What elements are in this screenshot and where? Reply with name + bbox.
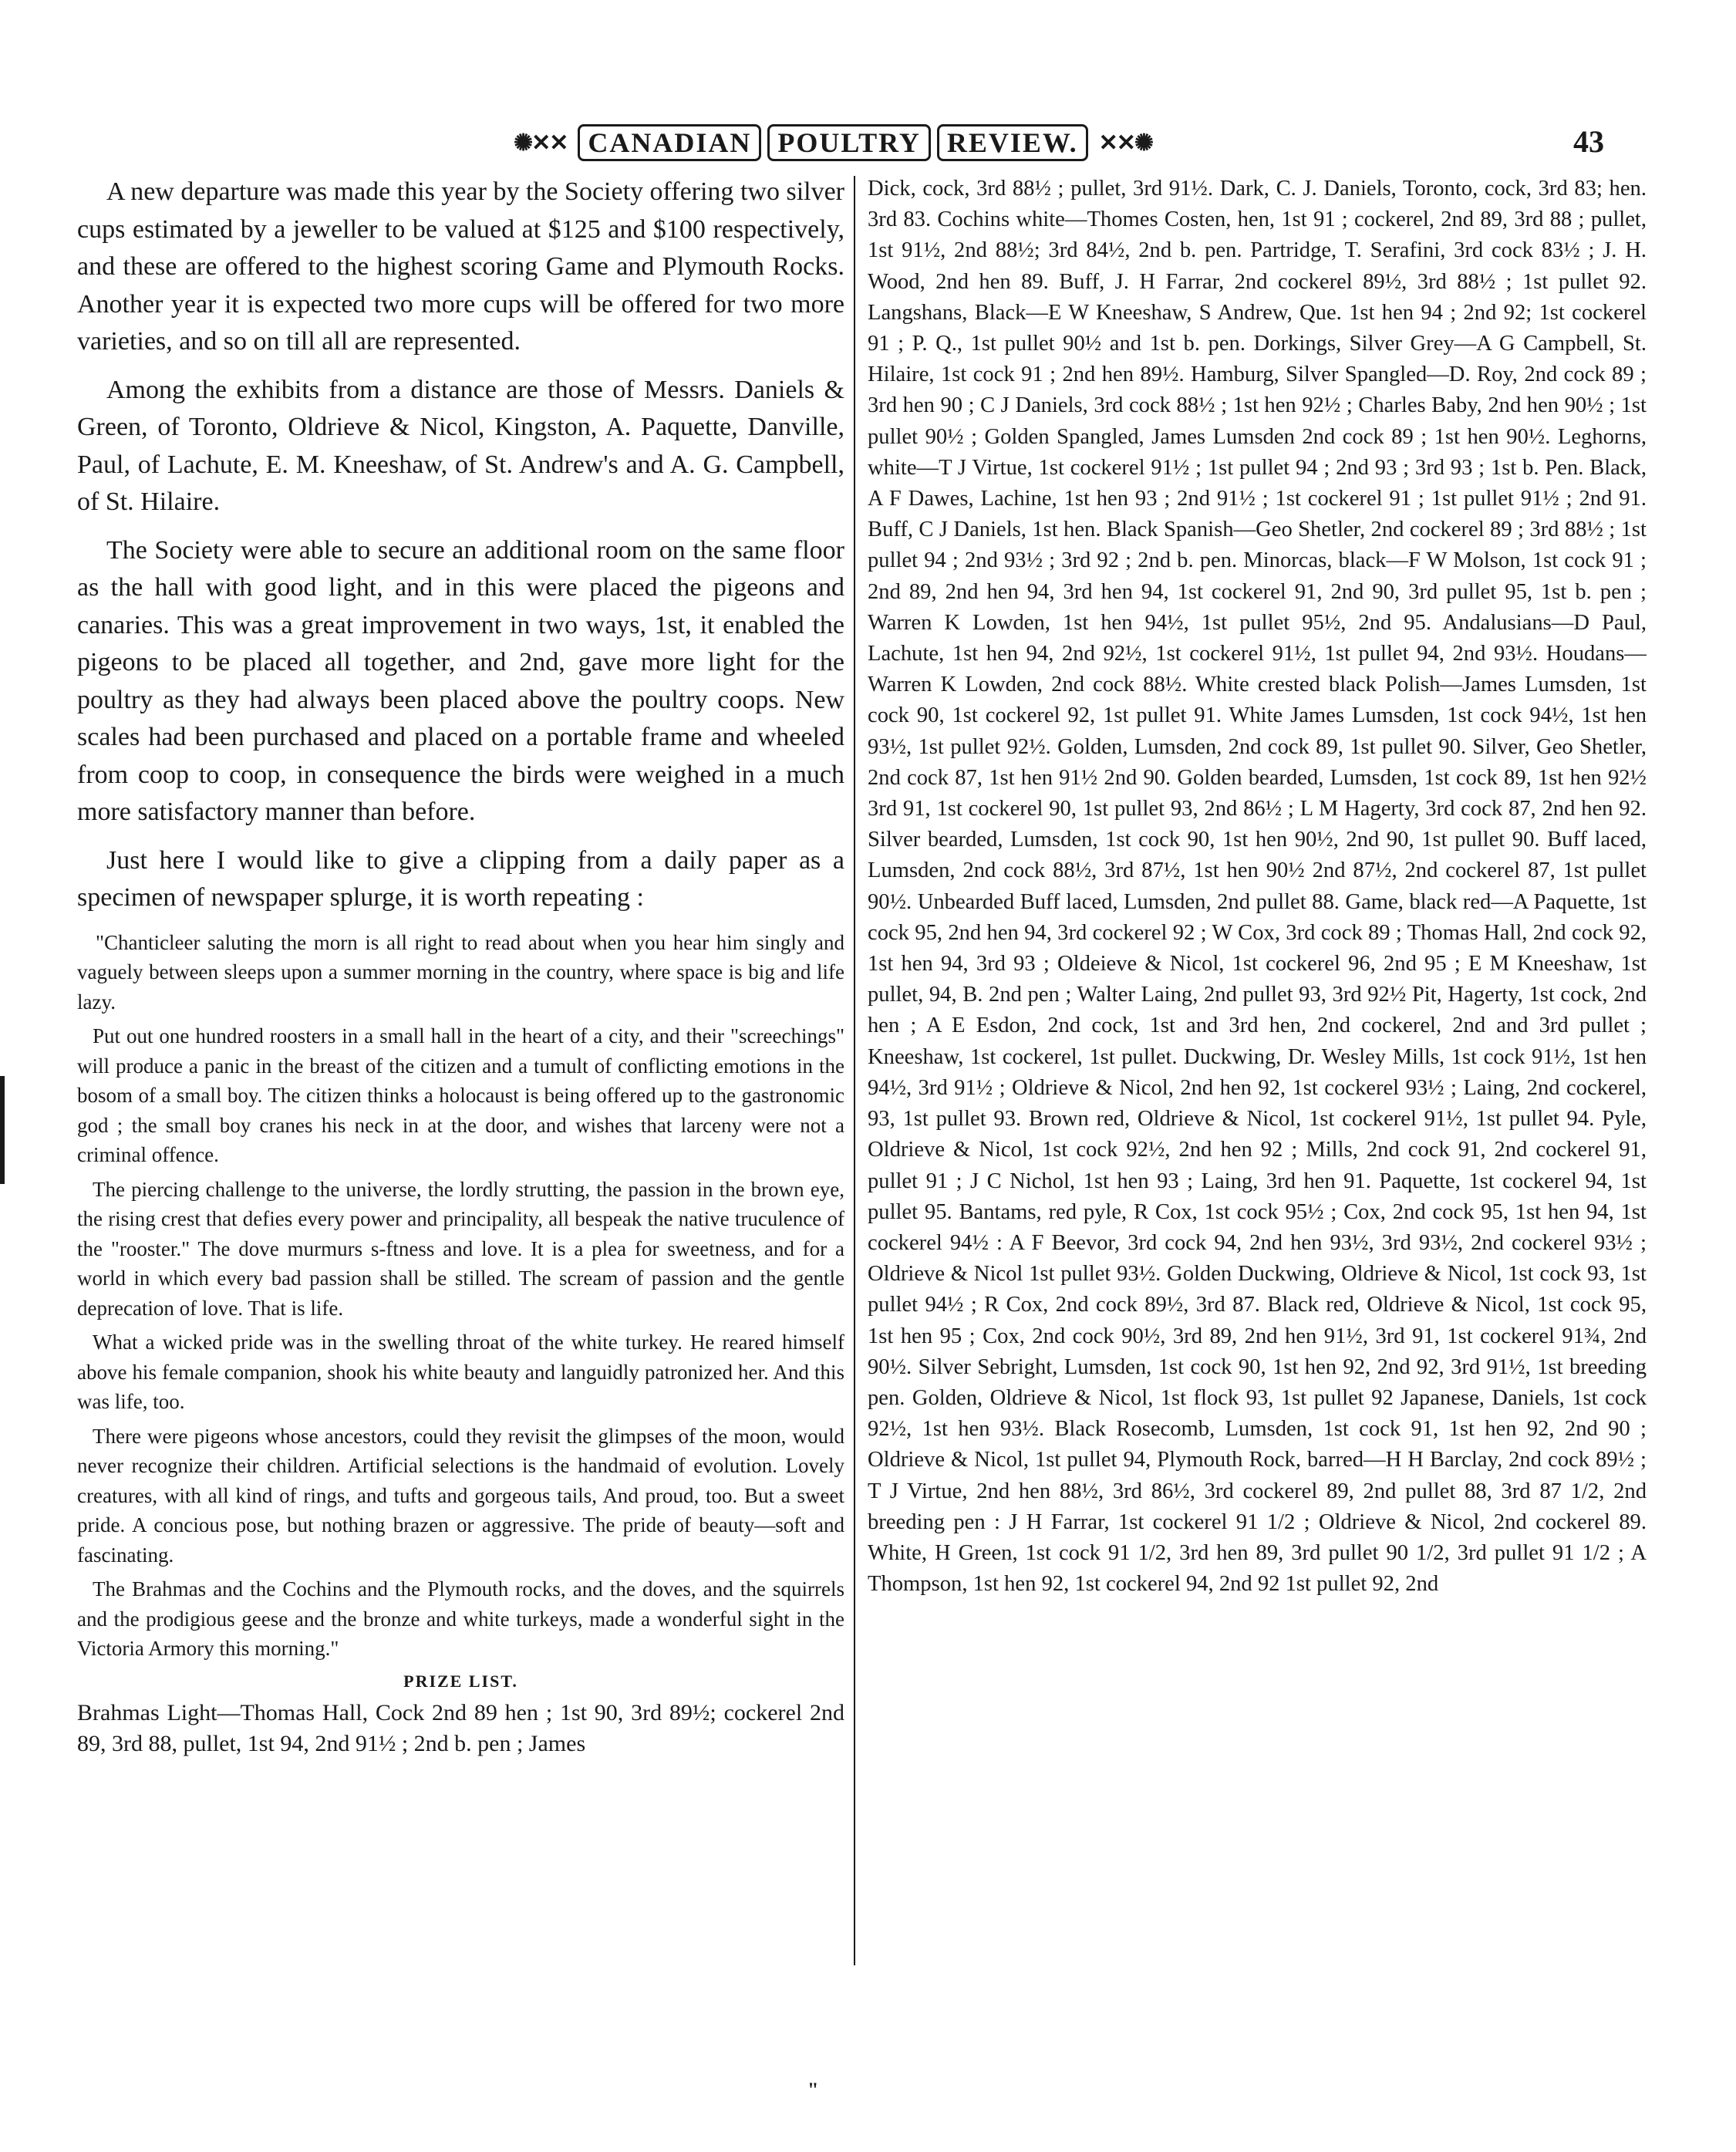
page-header: [0, 116, 1736, 170]
quote-paragraph-brahmas: The Brahmas and the Cochins and the Plymouth rocks, and the doves, and the squirrels and the prodigious geese and the bronze and white turkeys, made a wonderful sight in the Victoria Armory this morning.": [77, 1577, 844, 1660]
quote-paragraph-pigeons: There were pigeons whose ancestors, could they revisit the glimpses of the moon, would never recognize their children. Artificial selections is the handmaid of evolution. Lovely creatures, with all kind of rings, and tufts and gorgeous tails, And proud, too. But a sweet pride. A concious pose, but nothing brazen or aggressive. The pride of beauty—soft and fascinating.: [77, 1424, 844, 1567]
prize-list-continued: Dick, cock, 3rd 88½ ; pullet, 3rd 91½. Dark, C. J. Daniels, Toronto, cock, 3rd 83; hen. 3rd 83. Cochins white—Thomes Costen, hen, 1st 91 ; cockerel, 2nd 89, 3rd 88 ; pullet, 1st 91½, 2nd 88½; 3rd 84½, 2nd b. pen. Partridge, T. Serafini, 3rd cock 83½ ; J. H. Wood, 2nd hen 89. Buff, J. H Farrar, 2nd cockerel 89½, 3rd 88½ ; 1st pullet 92. Langshans, Black—E W Kneeshaw, S Andrew, Que. 1st hen 94 ; 2nd 92; 1st cockerel 91 ; P. Q., 1st pullet 90½ and 1st b. pen. Dorkings, Silver Grey—A G Campbell, St. Hilaire, 1st cock 91 ; 2nd hen 89½. Hamburg, Silver Spangled—D. Roy, 2nd cock 89 ; 3rd hen 90 ; C J Daniels, 3rd cock 88½ ; 1st hen 92½ ; Charles Baby, 2nd hen 90½ ; 1st pullet 90½ ; Golden Spangled, James Lumsden 2nd cock 89 ; 1st hen 90½. Leghorns, white—T J Virtue, 1st cockerel 91½ ; 1st pullet 94 ; 2nd 93 ; 3rd 93 ; 1st b. Pen. Black, A F Dawes, Lachine, 1st hen 93 ; 2nd 91½ ; 1st cockerel 91 ; 1st pullet 91½ ; 2nd 91. Buff, C J Daniels, 1st hen. Black Spanish—Geo Shetler, 2nd cockerel 89 ; 3rd 88½ ; 1st pullet 94 ; 2nd 93½ ; 3rd 92 ; 2nd b. pen. Minorcas, black—F W Molson, 1st cock 91 ; 2nd 89, 2nd hen 94, 3rd hen 94, 1st cockerel 91, 2nd 90, 3rd pullet 95, 1st b. pen ; Warren K Lowden, 1st hen 94½, 1st pullet 95½, 2nd 95. Andalusians—D Paul, Lachute, 1st hen 94, 2nd 92½, 1st cockerel 91½, 1st pullet 94, 2nd 93½. Houdans—Warren K Lowden, 2nd cock 88½. White crested black Polish—James Lumsden, 1st cock 90, 1st cockerel 92, 1st pullet 91. White James Lumsden, 1st cock 94½, 1st hen 93½, 1st pullet 92½. Golden, Lumsden, 2nd cock 89, 1st pullet 90. Silver, Geo Shetler, 2nd cock 87, 1st hen 91½ 2nd 90. Golden bearded, Lumsden, 1st cock 89, 1st hen 92½ 3rd 91, 1st cockerel 90, 1st pullet 93, 2nd 86½ ; L M Hagerty, 3rd cock 87, 2nd hen 92. Silver bearded, Lumsden, 1st cock 90, 1st hen 90½, 2nd 90, 1st pullet 90. Buff laced, Lumsden, 2nd cock 88½, 3rd 87½, 1st hen 90½ 2nd 87½, 2nd cockerel 87, 1st pullet 90½. Unbearded Buff laced, Lumsden, 2nd pullet 88. Game, black red—A Paquette, 1st cock 95, 2nd hen 94, 3rd cockerel 92 ; W Cox, 3rd cock 89 ; Thomas Hall, 2nd cock 92, 1st hen 94, 3rd 93 ; Oldeieve & Nicol, 1st cockerel 96, 2nd 95 ; E M Kneeshaw, 1st pullet, 94, B. 2nd pen ; Walter Laing, 2nd pullet 93, 3rd 92½ Pit, Hagerty, 1st cock, 2nd hen ; A E Esdon, 2nd cock, 1st and 3rd hen, 2nd cockerel, 2nd and 3rd pullet ; Kneeshaw, 1st cockerel, 1st pullet. Duckwing, Dr. Wesley Mills, 1st cock 91½, 1st hen 94½, 3rd 91½ ; Oldrieve & Nicol, 2nd hen 92, 1st cockerel 93½ ; Laing, 2nd cockerel, 93, 1st pullet 93. Brown red, Oldrieve & Nicol, 1st cockerel 91½, 1st pullet 94. Pyle, Oldrieve & Nicol, 1st cock 92½, 2nd hen 92 ; Mills, 2nd cock 91, 2nd cockerel 91, pullet 91 ; J C Nichol, 1st hen 93 ; Laing, 3rd hen 91. Paquette, 1st cockerel 94, 1st pullet 95. Bantams, red pyle, R Cox, 1st cock 95½ ; Cox, 2nd cock 95, 1st hen 94, 1st cockerel 94½ : A F Beevor, 3rd cock 94, 2nd hen 93½, 3rd 93½, 2nd cockerel 93½ ; Oldrieve & Nicol 1st pullet 93½. Golden Duckwing, Oldrieve & Nicol, 1st cock 93, 1st pullet 94½ ; R Cox, 2nd cock 89½, 3rd 87. Black red, Oldrieve & Nicol, 1st cock 95, 1st hen 95 ; Cox, 2nd cock 90½, 3rd 89, 2nd hen 91½, 3rd 91, 1st cockerel 91¾, 2nd 90½. Silver Sebright, Lumsden, 1st cock 90, 1st hen 92, 2nd 92, 3rd 91½, 1st breeding pen. Golden, Oldrieve & Nicol, 1st flock 93, 1st pullet 92 Japanese, Daniels, 1st cock 92½, 1st hen 93½. Black Rosecomb, Lumsden, 1st cock 91, 1st hen 92, 2nd 90 ; Oldrieve & Nicol, 1st pullet 94, Plymouth Rock, barred—H H Barclay, 2nd cock 89½ ; T J Virtue, 2nd hen 88½, 3rd 86½, 3rd cockerel 89, 2nd pullet 88, 3rd 87 1/2, 2nd breeding pen : J H Farrar, 1st cockerel 91 1/2 ; Oldrieve & Nicol, 2nd cockerel 89. White, H Green, 1st cock 91 1/2, 3rd hen 89, 3rd pullet 90 1/2, 3rd pullet 91 1/2 ; A Thompson, 1st hen 92, 1st cockerel 94, 2nd 92 1st pullet 92, 2nd: [868, 177, 1647, 1597]
masthead: [513, 116, 1153, 170]
quote-paragraph-challenge: The piercing challenge to the universe, the lordly strutting, the passion in the brown eye, the rising crest that defies every power and principality, all bespeak the native truculence of the "rooster." The dove murmurs s-ftness and love. It is a plea for sweetness, and for a world in which every bad passion shall be stilled. The scream of passion and the gentle deprecation of love. That is life.: [77, 1177, 844, 1320]
masthead-word-canadian: CANADIAN: [578, 124, 761, 161]
paragraph-exhibitors: Among the exhibits from a distance are those of Messrs. Daniels & Green, of Toronto, Oldrieve & Nicol, Kingston, A. Paquette, Danville, Paul, of Lachute, E. M. Kneeshaw, of St. Andrew's and A. G. Campbell, of St. Hilaire.: [77, 375, 844, 516]
column-divider: [854, 176, 855, 1965]
left-column: [77, 174, 844, 1971]
prize-list-start: Brahmas Light—Thomas Hall, Cock 2nd 89 hen ; 1st 90, 3rd 89½; cockerel 2nd 89, 3rd 88, pullet, 1st 94, 2nd 91½ ; 2nd b. pen ; James: [77, 1699, 844, 1756]
quote-paragraph-turkey: What a wicked pride was in the swelling throat of the white turkey. He reared himself above his female companion, shook his white beauty and languidly patronized her. And this was life, too.: [77, 1331, 844, 1413]
masthead-ornament-right: ✕✕✺: [1098, 130, 1153, 156]
page-bottom-mark: ": [807, 2079, 819, 2101]
masthead-ornament-left: ✺✕✕: [513, 130, 568, 156]
quote-paragraph-roosters: Put out one hundred roosters in a small hall in the heart of a city, and their "screechings" will produce a panic in the breast of the citizen and a tumult of conflicting emotions in the bosom of a small boy. The citizen thinks a holocaust is being offered up to the gastronomic god ; the small boy cranes his neck in at the door, and wishes that larceny were not a criminal offence.: [77, 1024, 844, 1166]
masthead-word-review: REVIEW.: [937, 124, 1088, 161]
quote-paragraph-chanticleer: "Chanticleer saluting the morn is all right to read about when you hear him singly and vaguely between sleeps upon a summer morning in the country, where space is big and life lazy.: [77, 930, 844, 1014]
right-column: [868, 174, 1647, 1971]
paragraph-silver-cups: A new departure was made this year by the Society offering two silver cups estimated by a jeweller to be valued at $125 and $100 respectively, and these are offered to the highest scoring Game and Plymouth Rocks. Another year it is expected two more cups will be offered for two more varieties, and so on till all are represented.: [77, 177, 844, 356]
prize-list-heading: PRIZE LIST.: [403, 1671, 518, 1691]
paragraph-clipping-intro: Just here I would like to give a clipping from a daily paper as a specimen of newspaper splurge, it is worth repeating :: [77, 845, 844, 912]
paragraph-additional-room: The Society were able to secure an additional room on the same floor as the hall with good light, and in this were placed the pigeons and canaries. This was a great improvement in two ways, 1st, it enabled the pigeons to be placed all together, and 2nd, gave more light for the poultry as they had always been placed above the poultry coops. New scales had been purchased and placed on a portable frame and wheeled from coop to coop, in consequence the birds were weighed in a much more satisfactory manner than before.: [77, 535, 844, 826]
masthead-word-poultry: POULTRY: [767, 124, 930, 161]
scan-edge-shadow: [0, 1076, 5, 1184]
page-number: 43: [1573, 124, 1604, 159]
